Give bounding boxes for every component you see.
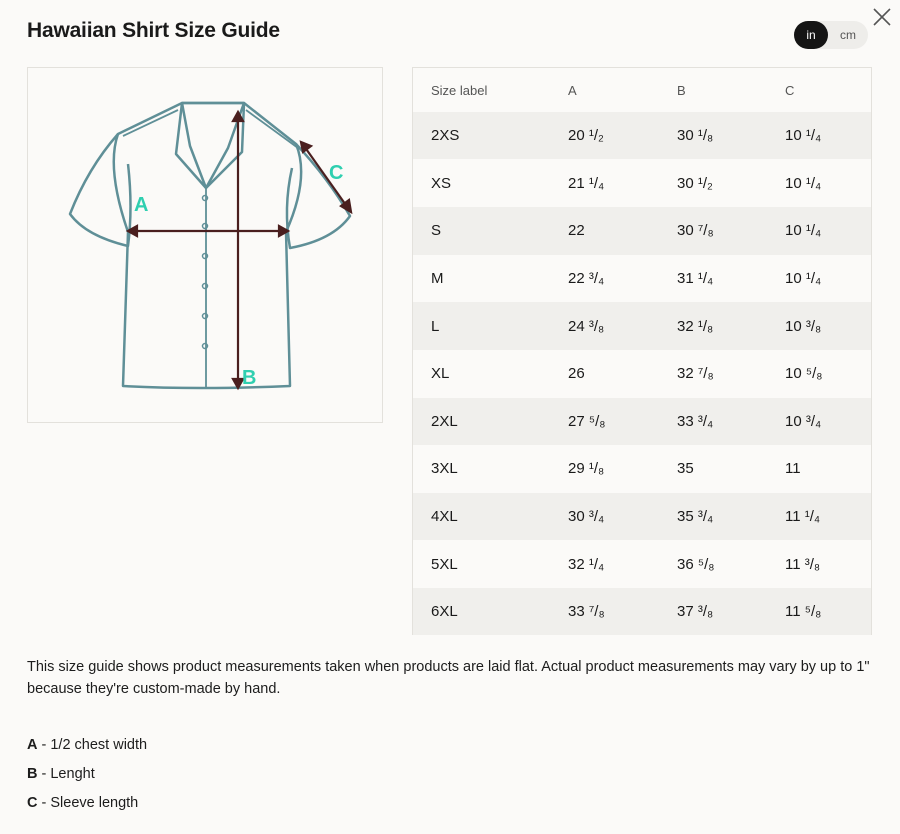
a-value-cell: 21 ¹/₄ [568, 174, 605, 192]
c-value-cell: 11 ¹/₄ [785, 507, 821, 525]
size-label-cell: 6XL [431, 603, 458, 621]
a-value-cell: 30 ³/₄ [568, 507, 605, 525]
a-value-cell: 32 ¹/₄ [568, 555, 605, 573]
header-b: B [677, 82, 686, 98]
table-row [413, 255, 871, 302]
label-c: C [329, 162, 344, 184]
close-icon[interactable] [871, 6, 893, 28]
table-row [413, 350, 871, 397]
b-value-cell: 32 ⁷/₈ [677, 365, 714, 383]
legend-text: - 1/2 chest width [37, 737, 148, 753]
table-row [413, 398, 871, 445]
legend-item-b [27, 766, 95, 782]
table-header-row [413, 68, 871, 112]
unit-option-in[interactable]: in [794, 21, 828, 49]
b-value-cell: 35 [677, 460, 694, 478]
header-size-label: Size label [431, 82, 488, 98]
unit-toggle [794, 21, 868, 49]
b-value-cell: 33 ³/₄ [677, 412, 714, 430]
size-label-cell: L [431, 317, 440, 335]
c-value-cell: 11 ⁵/₈ [785, 603, 822, 621]
b-value-cell: 35 ³/₄ [677, 507, 714, 525]
shirt-illustration [28, 68, 384, 424]
a-value-cell: 26 [568, 365, 585, 383]
legend-item-a [27, 737, 147, 753]
size-table [412, 67, 872, 635]
b-value-cell: 30 ⁷/₈ [677, 222, 714, 240]
a-value-cell: 22 ³/₄ [568, 269, 605, 287]
size-label-cell: XS [431, 174, 452, 192]
table-row [413, 160, 871, 207]
size-label-cell: 5XL [431, 555, 458, 573]
size-label-cell: 3XL [431, 460, 458, 478]
c-value-cell: 10 ³/₄ [785, 412, 822, 430]
b-value-cell: 36 ⁵/₈ [677, 555, 715, 573]
a-value-cell: 33 ⁷/₈ [568, 603, 605, 621]
size-label-cell: 4XL [431, 507, 458, 525]
c-value-cell: 10 ¹/₄ [785, 269, 822, 287]
size-label-cell: XL [431, 365, 450, 383]
table-row [413, 445, 871, 492]
a-value-cell: 27 ⁵/₈ [568, 412, 606, 430]
c-value-cell: 10 ³/₈ [785, 317, 822, 335]
label-b: B [242, 367, 257, 389]
a-value-cell: 29 ¹/₈ [568, 460, 605, 478]
size-label-cell: S [431, 222, 442, 240]
table-row [413, 112, 871, 159]
shirt-diagram [27, 67, 383, 423]
header-a: A [568, 82, 577, 98]
legend-text: - Lenght [37, 766, 95, 782]
legend-key: B [27, 766, 38, 782]
table-row [413, 302, 871, 349]
page-title: Hawaiian Shirt Size Guide [27, 19, 280, 42]
size-label-cell: 2XS [431, 127, 460, 145]
size-label-cell: M [431, 269, 444, 287]
b-value-cell: 37 ³/₈ [677, 603, 714, 621]
table-row [413, 540, 871, 587]
c-value-cell: 11 [785, 460, 801, 478]
b-value-cell: 30 ¹/₂ [677, 174, 713, 192]
header-c: C [785, 82, 795, 98]
legend-key: C [27, 795, 38, 811]
table-row [413, 207, 871, 254]
c-value-cell: 10 ¹/₄ [785, 127, 822, 145]
a-value-cell: 24 ³/₈ [568, 317, 605, 335]
label-a: A [134, 194, 149, 216]
c-value-cell: 11 ³/₈ [785, 555, 821, 573]
a-value-cell: 22 [568, 222, 585, 240]
size-label-cell: 2XL [431, 412, 458, 430]
legend-key: A [27, 737, 38, 753]
legend-text: - Sleeve length [37, 795, 139, 811]
c-value-cell: 10 ⁵/₈ [785, 365, 823, 383]
a-value-cell: 20 ¹/₂ [568, 127, 604, 145]
table-row [413, 493, 871, 540]
table-row [413, 588, 871, 635]
size-guide-description: This size guide shows product measurements taken when products are laid flat. Actual product measurements may vary by up to 1" because they're custom-made by hand. [27, 659, 870, 697]
b-value-cell: 31 ¹/₄ [677, 269, 714, 287]
legend-item-c [27, 795, 138, 811]
c-value-cell: 10 ¹/₄ [785, 174, 822, 192]
b-value-cell: 30 ¹/₈ [677, 127, 714, 145]
c-value-cell: 10 ¹/₄ [785, 222, 822, 240]
unit-option-cm[interactable]: cm [840, 28, 856, 42]
b-value-cell: 32 ¹/₈ [677, 317, 714, 335]
